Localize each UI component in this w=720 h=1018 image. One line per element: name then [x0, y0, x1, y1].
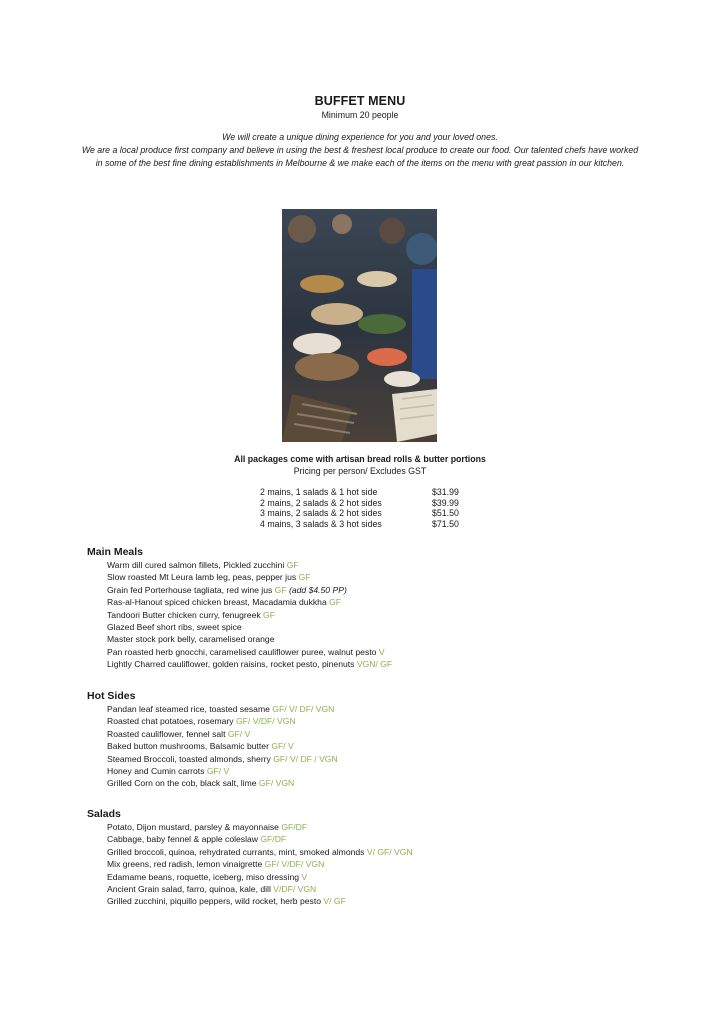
- dietary-tag: GF: [286, 560, 299, 570]
- dietary-tag: GF/ V: [206, 765, 230, 776]
- menu-item: [107, 858, 647, 870]
- dietary-tag: V: [301, 871, 308, 882]
- menu-item: [107, 584, 647, 596]
- dietary-tag: GF/ V/ DF / VGN: [273, 753, 338, 764]
- package-label: 4 mains, 3 salads & 3 hot sides: [260, 518, 382, 529]
- menu-item-text: Slow roasted Mt Leura lamb leg, peas, pepper jus: [107, 572, 299, 583]
- menu-item-text: Ras-al-Hanout spiced chicken breast, Macadamia dukkha: [107, 597, 330, 608]
- package-price: $51.50: [432, 508, 459, 518]
- section-title: Main Meals: [87, 546, 144, 558]
- menu-item: [107, 633, 647, 645]
- packages-heading: All packages come with artisan bread rolls & butter portions: [234, 454, 486, 464]
- dietary-tag: GF: [298, 572, 311, 583]
- price-note: (add $4.50 PP): [286, 584, 347, 595]
- menu-item-text: Ancient Grain salad, farro, quinoa, kale, dill: [107, 883, 274, 894]
- menu-item-text: Tandoori Butter chicken curry, fenugreek: [107, 609, 264, 620]
- dietary-tag: GF/DF: [260, 834, 287, 845]
- menu-item-text: Honey and Cumin carrots: [107, 765, 207, 776]
- dietary-tag: GF: [329, 597, 342, 608]
- menu-item-text: Warm dill cured salmon fillets, Pickled zucchini: [107, 560, 287, 570]
- package-price: $71.50: [432, 518, 459, 529]
- price-table: [260, 487, 470, 529]
- menu-item: [107, 609, 647, 621]
- menu-item: [107, 777, 647, 789]
- package-label: 2 mains, 2 salads & 2 hot sides: [260, 497, 382, 508]
- buffet-photo: [282, 209, 437, 442]
- menu-list: [87, 559, 647, 671]
- dietary-tag: V: [378, 646, 385, 657]
- menu-item: [107, 703, 647, 715]
- menu-item-text: Pan roasted herb gnocchi, caramelised cauliflower puree, walnut pesto: [107, 646, 379, 657]
- menu-item-text: Potato, Dijon mustard, parsley & mayonnaise: [107, 822, 282, 832]
- dietary-tag: V/ GF: [323, 896, 346, 907]
- menu-item: [107, 846, 647, 858]
- menu-item: [107, 765, 647, 777]
- section-salads: [87, 807, 647, 908]
- menu-item-text: Grain fed Porterhouse tagliata, red wine jus: [107, 584, 275, 595]
- menu-item-text: Grilled Corn on the cob, black salt, lime: [107, 778, 259, 789]
- package-price: $39.99: [432, 497, 459, 508]
- package-label: 2 mains, 1 salads & 1 hot side: [260, 487, 378, 497]
- dietary-tag: GF/ V/DF/ VGN: [235, 716, 296, 727]
- menu-item-text: Grilled zucchini, piquillo peppers, wild rocket, herb pesto: [107, 896, 324, 907]
- menu-item: [107, 895, 647, 907]
- dietary-tag: GF/ V: [227, 728, 251, 739]
- menu-item-text: Edamame beans, roquette, iceberg, miso dressing: [107, 871, 302, 882]
- dietary-tag: GF/ V/ DF/ VGN: [272, 704, 335, 714]
- pricing-note: Pricing per person/ Excludes GST: [293, 466, 427, 476]
- menu-item: [107, 883, 647, 895]
- section-main-meals: [87, 545, 647, 671]
- price-row: [260, 487, 470, 498]
- price-row: [260, 519, 470, 530]
- menu-item: [107, 821, 647, 833]
- menu-item-text: Steamed Broccoli, toasted almonds, sherry: [107, 753, 274, 764]
- menu-item: [107, 658, 647, 670]
- section-hot-sides: [87, 689, 647, 790]
- menu-item-text: Lightly Charred cauliflower, golden raisins, rocket pesto, pinenuts: [107, 659, 357, 670]
- menu-item-text: Mix greens, red radish, lemon vinaigrette: [107, 859, 265, 870]
- dietary-tag: GF/DF: [281, 822, 308, 832]
- menu-item: [107, 646, 647, 658]
- menu-item-text: Cabbage, baby fennel & apple coleslaw: [107, 834, 261, 845]
- dietary-tag: GF/ V/DF/ VGN: [264, 859, 325, 870]
- menu-item-text: Grilled broccoli, quinoa, rehydrated currants, mint, smoked almonds: [107, 846, 367, 857]
- menu-item: [107, 715, 647, 727]
- menu-item-text: Master stock pork belly, caramelised orange: [107, 634, 275, 645]
- menu-item: [107, 753, 647, 765]
- intro-paragraph: We are a local produce first company and believe in using the best & freshest local produce to create our food. Our talented chefs have worked in some of the best fine dining establishments in Melbourne & we make each of the items on the menu with great passion in our kitchen.: [81, 145, 639, 168]
- menu-item-text: Roasted cauliflower, fennel salt: [107, 728, 228, 739]
- dietary-tag: GF/ V: [271, 741, 294, 752]
- dietary-tag: GF: [263, 609, 275, 620]
- price-row: [260, 498, 470, 509]
- menu-item-text: Pandan leaf steamed rice, toasted sesame: [107, 704, 273, 714]
- menu-item: [107, 740, 647, 752]
- menu-list: [87, 821, 647, 908]
- menu-item: [107, 621, 647, 633]
- menu-item-text: Baked button mushrooms, Balsamic butter: [107, 741, 272, 752]
- package-price: $31.99: [432, 487, 459, 497]
- menu-list: [87, 703, 647, 790]
- menu-item: [107, 728, 647, 740]
- package-label: 3 mains, 2 salads & 2 hot sides: [260, 508, 382, 518]
- dietary-tag: V/DF/ VGN: [273, 883, 317, 894]
- menu-item: [107, 596, 647, 608]
- menu-item: [107, 833, 647, 845]
- dietary-tag: V/ GF/ VGN: [366, 846, 413, 857]
- menu-item-text: Glazed Beef short ribs, sweet spice: [107, 621, 242, 632]
- page-subtitle: Minimum 20 people: [321, 110, 399, 120]
- page-title: BUFFET MENU: [314, 94, 406, 108]
- menu-item-text: Roasted chat potatoes, rosemary: [107, 716, 236, 727]
- dietary-tag: VGN/ GF: [356, 659, 393, 670]
- dietary-tag: GF: [274, 584, 287, 595]
- menu-item: [107, 571, 647, 583]
- dietary-tag: GF/ VGN: [258, 778, 295, 789]
- section-title: Salads: [87, 808, 121, 820]
- menu-item: [107, 871, 647, 883]
- menu-item: [107, 559, 647, 571]
- intro-text: [80, 131, 640, 170]
- section-title: Hot Sides: [87, 690, 136, 702]
- price-row: [260, 508, 470, 519]
- intro-line: We will create a unique dining experience for you and your loved ones.: [222, 132, 498, 142]
